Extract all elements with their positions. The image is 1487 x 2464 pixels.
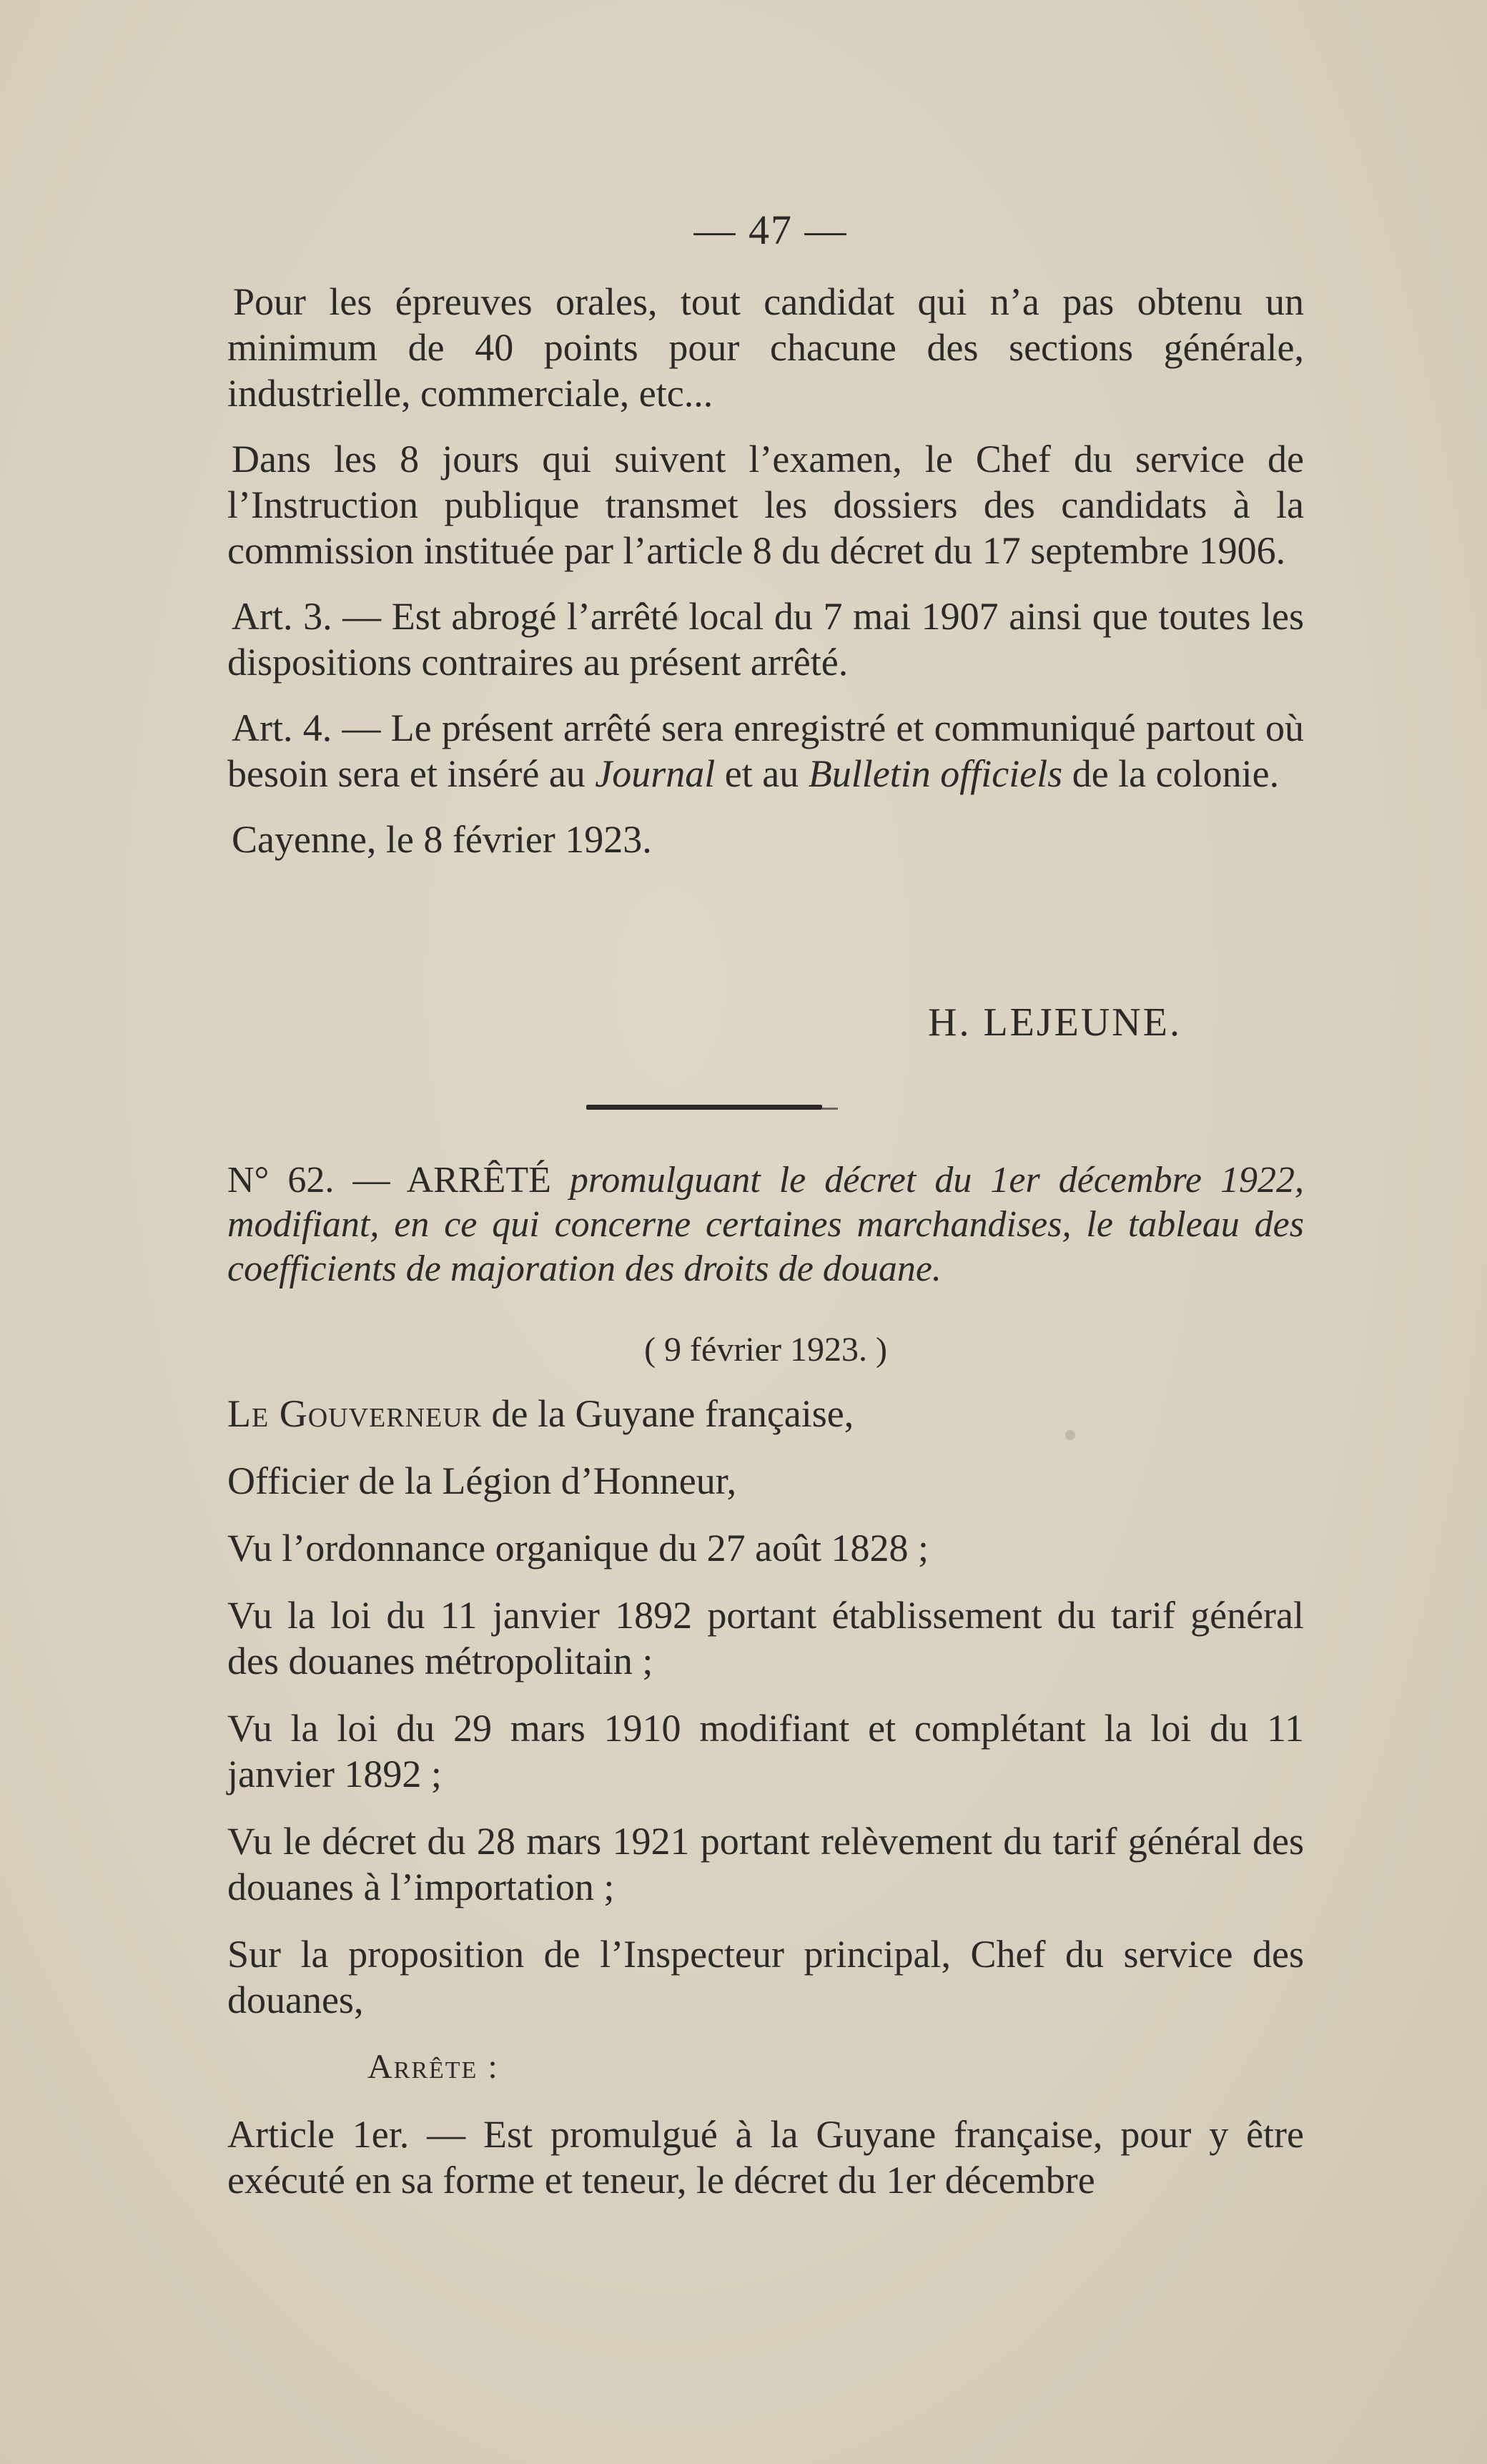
vu-ordonnance: Vu l’ordonnance organique du 27 août 1828 ;: [227, 1527, 929, 1569]
gouverneur-rest: de la Guyane française,: [482, 1392, 854, 1435]
vu-loi-1892: Vu la loi du 11 janvier 1892 portant établissement du tarif général des douanes métropolitain ;: [227, 1594, 1304, 1682]
arrete-declaration: Arrête :: [367, 2048, 499, 2086]
gouverneur-line: [227, 1391, 1304, 1436]
decree-dash: —: [334, 1160, 407, 1201]
article-1: Article 1er. — Est promulgué à la Guyane française, pour y être exécuté en sa forme et teneur, le décret du 1er décembre: [227, 2113, 1304, 2202]
article-4-text-b: et au: [715, 752, 809, 795]
article-4: [227, 705, 1304, 797]
section-epreuves: [227, 279, 1304, 882]
decree-date: ( 9 février 1923. ): [644, 1331, 887, 1369]
place-date: Cayenne, le 8 février 1923.: [232, 818, 652, 861]
vu-loi-1910: Vu la loi du 29 mars 1910 modifiant et complétant la loi du 11 janvier 1892 ;: [227, 1707, 1304, 1795]
sur-proposition: Sur la proposition de l’Inspecteur principal, Chef du service des douanes,: [227, 1933, 1304, 2021]
paragraph-dossiers: Dans les 8 jours qui suivent l’examen, le Chef du service de l’Instruction publique transmet les dossiers des candidats à la commission instituée par l’article 8 du décret du 17 septembre 1906.: [227, 438, 1304, 572]
vu-decret-1921: Vu le décret du 28 mars 1921 portant relèvement du tarif général des douanes à l’importation ;: [227, 1820, 1304, 1908]
decree-arrete-label: ARRÊTÉ: [406, 1160, 551, 1201]
journal-title: Journal: [595, 752, 716, 795]
decree-body: [227, 1391, 1304, 2224]
article-4-text-a: Art. 4. — Le présent arrêté sera enregistré et communiqué partout où besoin sera et inséré au: [227, 706, 1304, 795]
decree-title: promulguant le décret du 1er décembre 1922, modifiant, en ce qui concerne certaines marchandises, le tableau des coefficients de majoration des droits de douane.: [227, 1160, 1304, 1289]
article-3: Art. 3. — Est abrogé l’arrêté local du 7 mai 1907 ainsi que toutes les dispositions contraires au présent arrêté.: [227, 595, 1304, 684]
page-number: — 47 —: [693, 207, 848, 253]
gouverneur-label: Le Gouverneur: [227, 1392, 483, 1435]
officier-line: Officier de la Légion d’Honneur,: [227, 1459, 737, 1502]
bulletin-title: Bulletin officiels: [808, 752, 1063, 795]
paragraph-epreuves-orales: Pour les épreuves orales, tout candidat qui n’a pas obtenu un minimum de 40 points pour chacune des sections générale, industrielle, commerciale, etc...: [227, 280, 1304, 415]
decree-number: N° 62.: [227, 1160, 335, 1201]
article-4-text-c: de la colonie.: [1062, 752, 1280, 795]
section-divider: [586, 1105, 822, 1110]
section-divider-tail: [822, 1108, 838, 1110]
signature: H. LEJEUNE.: [928, 1000, 1182, 1045]
decree-heading: [227, 1158, 1304, 1291]
